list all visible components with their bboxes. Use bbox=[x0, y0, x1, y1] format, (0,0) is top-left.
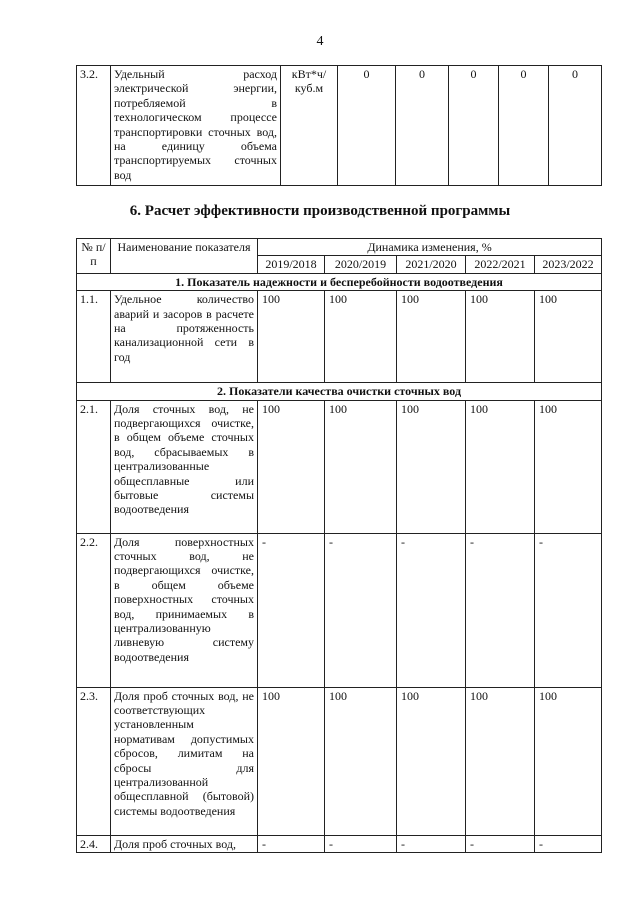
indicator-name: Удельное количество аварий и засоров в расчете на протяженность канализационной сети в год bbox=[111, 291, 258, 383]
indicator-name: Доля сточных вод, не подвергающихся очистке, в общем объеме сточных вод, сбрасываемых в централизованные общесплавные или бытовые системы водоотведения bbox=[111, 400, 258, 533]
value-cell: 100 bbox=[397, 687, 466, 835]
header-year: 2020/2019 bbox=[325, 256, 397, 273]
value-cell: - bbox=[466, 835, 535, 852]
unit-cell: кВт*ч/ куб.м bbox=[281, 66, 338, 186]
value-cell: 100 bbox=[535, 687, 602, 835]
value-cell: 100 bbox=[397, 400, 466, 533]
section-heading: 1. Показатель надежности и бесперебойности водоотведения bbox=[77, 273, 602, 290]
value-cell: 0 bbox=[449, 66, 499, 186]
value-cell: 100 bbox=[325, 687, 397, 835]
header-year: 2022/2021 bbox=[466, 256, 535, 273]
section-heading: 2. Показатели качества очистки сточных вод bbox=[77, 383, 602, 400]
row-number: 1.1. bbox=[77, 291, 111, 383]
row-number: 3.2. bbox=[77, 66, 111, 186]
table-row bbox=[77, 533, 602, 687]
indicator-name: Доля проб сточных вод, не соответствующих установленным нормативам допустимых сбросов, лимитам на сбросы для централизованной общесплавной (бытовой) системы водоотведения bbox=[111, 687, 258, 835]
header-year: 2023/2022 bbox=[535, 256, 602, 273]
table-row bbox=[77, 400, 602, 533]
section-row bbox=[77, 383, 602, 400]
indicator-name: Удельный расход электрической энергии, потребляемой в технологическом процессе транспортировки сточных вод, на единицу объема транспортируемых сточных вод bbox=[111, 66, 281, 186]
value-cell: 100 bbox=[466, 687, 535, 835]
value-cell: - bbox=[535, 835, 602, 852]
value-cell: 100 bbox=[325, 291, 397, 383]
value-cell: 100 bbox=[325, 400, 397, 533]
value-cell: 0 bbox=[499, 66, 549, 186]
value-cell: 0 bbox=[338, 66, 396, 186]
table-row bbox=[77, 66, 602, 186]
indicator-name: Доля поверхностных сточных вод, не подвергающихся очистке, в общем объеме поверхностных сточных вод, принимаемых в централизованную ливневую систему водоотведения bbox=[111, 533, 258, 687]
value-cell: - bbox=[325, 835, 397, 852]
row-number: 2.2. bbox=[77, 533, 111, 687]
value-cell: 100 bbox=[535, 291, 602, 383]
value-cell: 100 bbox=[535, 400, 602, 533]
value-cell: 100 bbox=[258, 400, 325, 533]
efficiency-table bbox=[76, 238, 602, 853]
header-row bbox=[77, 239, 602, 256]
top-table bbox=[76, 65, 602, 186]
section-row bbox=[77, 273, 602, 290]
value-cell: 100 bbox=[397, 291, 466, 383]
value-cell: - bbox=[397, 533, 466, 687]
value-cell: - bbox=[397, 835, 466, 852]
section-title: 6. Расчет эффективности производственной программы bbox=[129, 203, 511, 219]
row-number: 2.4. bbox=[77, 835, 111, 852]
header-name: Наименование показателя bbox=[111, 239, 258, 274]
page-number: 4 bbox=[316, 34, 324, 49]
table-row bbox=[77, 687, 602, 835]
value-cell: - bbox=[535, 533, 602, 687]
value-cell: 100 bbox=[258, 687, 325, 835]
indicator-name: Доля проб сточных вод, bbox=[111, 835, 258, 852]
value-cell: 100 bbox=[466, 400, 535, 533]
value-cell: - bbox=[258, 835, 325, 852]
header-dynamics: Динамика изменения, % bbox=[258, 239, 602, 256]
header-num: № п/п bbox=[77, 239, 111, 274]
row-number: 2.3. bbox=[77, 687, 111, 835]
header-year: 2021/2020 bbox=[397, 256, 466, 273]
value-cell: 100 bbox=[258, 291, 325, 383]
value-cell: 0 bbox=[396, 66, 449, 186]
table-row bbox=[77, 835, 602, 852]
header-year: 2019/2018 bbox=[258, 256, 325, 273]
table-row bbox=[77, 291, 602, 383]
value-cell: 0 bbox=[549, 66, 602, 186]
value-cell: 100 bbox=[466, 291, 535, 383]
value-cell: - bbox=[325, 533, 397, 687]
value-cell: - bbox=[466, 533, 535, 687]
value-cell: - bbox=[258, 533, 325, 687]
row-number: 2.1. bbox=[77, 400, 111, 533]
